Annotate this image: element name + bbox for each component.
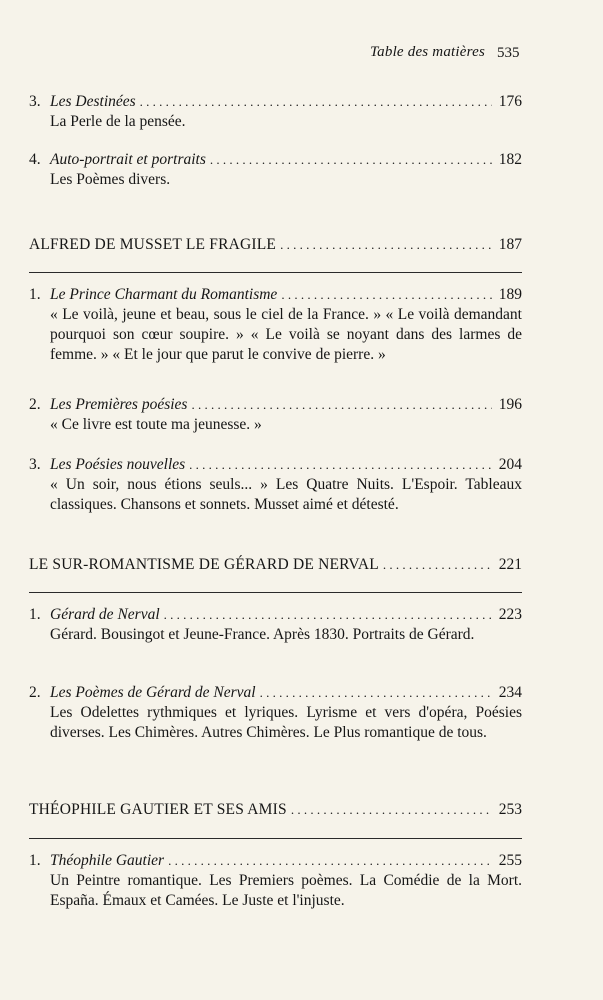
- entry-description: Les Poèmes divers.: [50, 171, 171, 188]
- part-page: 221: [498, 556, 522, 573]
- entry-page: 255: [498, 852, 522, 869]
- part-heading[interactable]: [29, 555, 522, 575]
- toc-entry[interactable]: [29, 92, 522, 132]
- entry-title: Les Premières poésies: [50, 396, 188, 413]
- entry-number: 2.: [29, 396, 41, 413]
- part-title: ALFRED DE MUSSET LE FRAGILE: [29, 236, 277, 253]
- part-title: THÉOPHILE GAUTIER ET SES AMIS: [29, 801, 287, 818]
- entry-page: 189: [498, 286, 522, 303]
- entry-title: Les Destinées: [50, 93, 136, 110]
- divider: [29, 592, 522, 593]
- entry-title: Le Prince Charmant du Romantisme: [50, 286, 278, 303]
- entry-number: 4.: [29, 151, 41, 168]
- leader-dots: [260, 683, 492, 703]
- toc-entry[interactable]: [29, 683, 522, 743]
- toc-entry[interactable]: [29, 851, 522, 911]
- toc-entry[interactable]: [29, 605, 522, 645]
- toc-entry[interactable]: [29, 455, 522, 515]
- entry-description: « Le voilà, jeune et beau, sous le ciel de la France. » « Le voilà demandant pourquoi son cœur soupire. » « Le voilà se noyant dans des larmes de femme. » « Et le jour que parut le convive de pierre. »: [50, 306, 522, 363]
- entry-page: 234: [498, 684, 522, 701]
- toc-entry[interactable]: [29, 150, 522, 190]
- leader-dots: [280, 235, 492, 255]
- leader-dots: [140, 92, 492, 112]
- entry-title: Les Poèmes de Gérard de Nerval: [50, 684, 256, 701]
- entry-number: 1.: [29, 286, 41, 303]
- page-number: 535: [497, 45, 520, 61]
- entry-description: « Ce livre est toute ma jeunesse. »: [50, 416, 262, 433]
- part-page: 253: [498, 801, 522, 818]
- entry-description: « Un soir, nous étions seuls... » Les Quatre Nuits. L'Espoir. Tableaux classiques. Chansons et sonnets. Musset aimé et détesté.: [50, 476, 522, 513]
- entry-number: 3.: [29, 93, 41, 110]
- divider: [29, 838, 522, 839]
- entry-number: 3.: [29, 456, 41, 473]
- running-title: Table des matières: [370, 44, 485, 60]
- entry-page: 223: [498, 606, 522, 623]
- entry-number: 1.: [29, 606, 41, 623]
- divider: [29, 272, 522, 273]
- leader-dots: [291, 800, 492, 820]
- entry-page: 176: [498, 93, 522, 110]
- part-heading[interactable]: [29, 800, 522, 820]
- leader-dots: [383, 555, 492, 575]
- entry-description: Les Odelettes rythmiques et lyriques. Lyrisme et vers d'opéra, Poésies diverses. Les Chimères. Autres Chimères. Le Plus romantique de tous.: [50, 704, 522, 741]
- part-heading[interactable]: [29, 235, 522, 255]
- leader-dots: [189, 455, 492, 475]
- leader-dots: [210, 150, 492, 170]
- entry-description: Gérard. Bousingot et Jeune-France. Après 1830. Portraits de Gérard.: [50, 626, 475, 643]
- entry-description: Un Peintre romantique. Les Premiers poèmes. La Comédie de la Mort. España. Émaux et Camées. Le Juste et l'injuste.: [50, 872, 522, 909]
- toc-entry[interactable]: [29, 285, 522, 365]
- entry-number: 1.: [29, 852, 41, 869]
- part-title: LE SUR-ROMANTISME DE GÉRARD DE NERVAL: [29, 556, 379, 573]
- entry-title: Théophile Gautier: [50, 852, 165, 869]
- entry-title: Les Poésies nouvelles: [50, 456, 186, 473]
- leader-dots: [281, 285, 492, 305]
- leader-dots: [191, 395, 492, 415]
- entry-title: Gérard de Nerval: [50, 606, 160, 623]
- entry-page: 204: [498, 456, 522, 473]
- entry-number: 2.: [29, 684, 41, 701]
- leader-dots: [164, 605, 492, 625]
- entry-page: 182: [498, 151, 522, 168]
- entry-title: Auto-portrait et portraits: [50, 151, 206, 168]
- entry-description: La Perle de la pensée.: [50, 113, 186, 130]
- leader-dots: [168, 851, 492, 871]
- toc-entry[interactable]: [29, 395, 522, 435]
- part-page: 187: [498, 236, 522, 253]
- entry-page: 196: [498, 396, 522, 413]
